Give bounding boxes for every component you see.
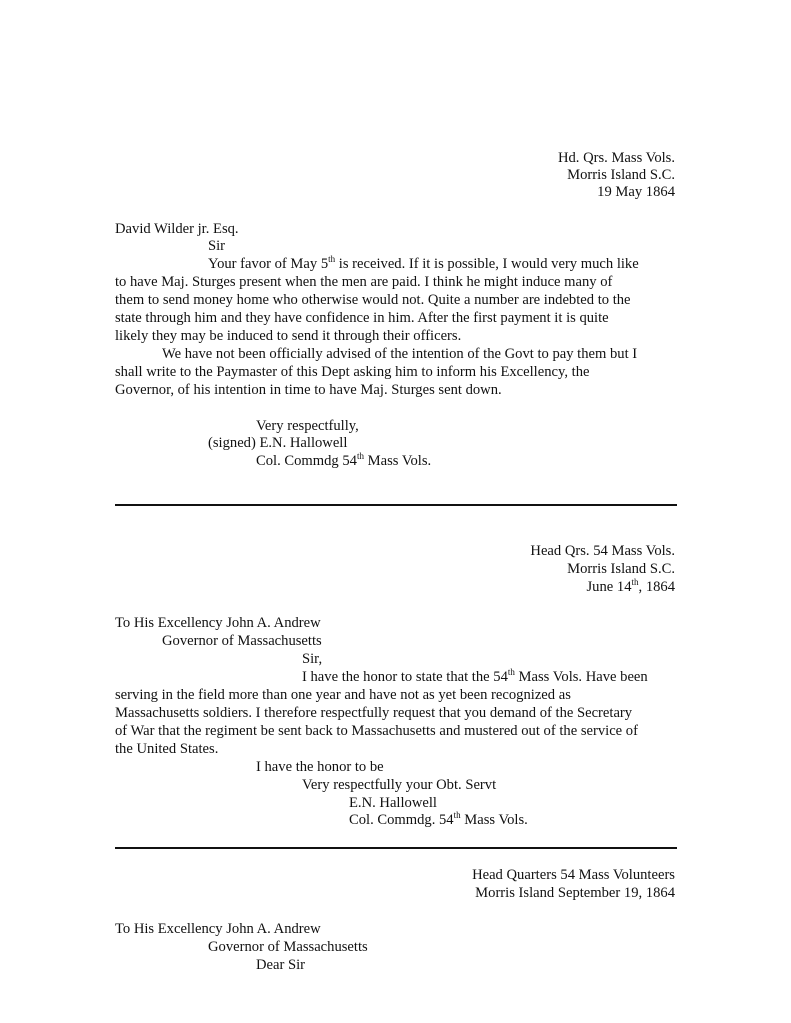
letter-1-body-line-3: them to send money home who otherwise would not. Quite a number are indebted to the [115, 292, 631, 308]
letter-1-heading-line-2: Morris Island S.C. [567, 167, 675, 183]
letter-3-addressee: To His Excellency John A. Andrew [115, 921, 321, 937]
letter-1-date: 19 May 1864 [597, 184, 675, 200]
letter-1-signer-title: Col. Commdg 54th Mass Vols. [256, 451, 432, 469]
letter-3-heading-line-1: Head Quarters 54 Mass Volunteers [472, 867, 675, 883]
letter-2-salutation: Sir, [302, 651, 323, 667]
letter-1-heading-line-1: Hd. Qrs. Mass Vols. [557, 150, 675, 166]
letter-1-body-line-4: state through him and they have confidence in him. After the first payment it is quite [115, 310, 609, 326]
letter-2-closing-2: Very respectfully your Obt. Servt [302, 777, 497, 793]
letter-1-body-line-2: to have Maj. Sturges present when the men are paid. I think he might induce many of [115, 274, 613, 290]
letter-2-body-line-3: Massachusetts soldiers. I therefore respectfully request that you demand of the Secretary [115, 705, 633, 721]
letter-1-para2-line-1: We have not been officially advised of the intention of the Govt to pay them but I [162, 346, 638, 362]
letter-2-heading-line-2: Morris Island S.C. [567, 561, 675, 577]
letter-1-closing: Very respectfully, [256, 418, 359, 434]
letter-1-body-line-5: likely they may be induced to send it through their officers. [115, 328, 462, 344]
letter-2-closing-1: I have the honor to be [256, 759, 384, 775]
letter-2-body-line-2: serving in the field more than one year and have not as yet been recognized as [115, 687, 571, 703]
letter-3-addressee-title: Governor of Massachusetts [208, 939, 368, 955]
letter-2-body-line-5: the United States. [115, 741, 219, 757]
letter-2-signer-title: Col. Commdg. 54th Mass Vols. [349, 810, 528, 828]
letter-2-body-line-1: I have the honor to state that the 54th Mass Vols. Have been [302, 667, 648, 685]
letter-1-body-line-1: Your favor of May 5th is received. If it is possible, I would very much like [208, 254, 639, 272]
letter-2-body-line-4: of War that the regiment be sent back to Massachusetts and mustered out of the service of [115, 723, 638, 739]
letter-2-addressee-title: Governor of Massachusetts [162, 633, 322, 649]
letter-2-date: June 14th, 1864 [586, 577, 675, 595]
letter-1-salutation: Sir [208, 238, 226, 254]
letter-3-heading-line-2: Morris Island September 19, 1864 [475, 885, 675, 901]
letter-1-para2-line-3: Governor, of his intention in time to have Maj. Sturges sent down. [115, 382, 502, 398]
letter-2-addressee: To His Excellency John A. Andrew [115, 615, 321, 631]
letter-2-signature: E.N. Hallowell [349, 795, 437, 811]
letter-1-signature: (signed) E.N. Hallowell [208, 435, 348, 451]
letter-3-salutation: Dear Sir [256, 957, 306, 973]
letter-1-para2-line-2: shall write to the Paymaster of this Dept asking him to inform his Excellency, the [115, 364, 590, 380]
divider-2 [115, 847, 677, 849]
letter-1-addressee: David Wilder jr. Esq. [115, 221, 239, 237]
divider-1 [115, 504, 677, 506]
letter-2-heading-line-1: Head Qrs. 54 Mass Vols. [530, 543, 675, 559]
